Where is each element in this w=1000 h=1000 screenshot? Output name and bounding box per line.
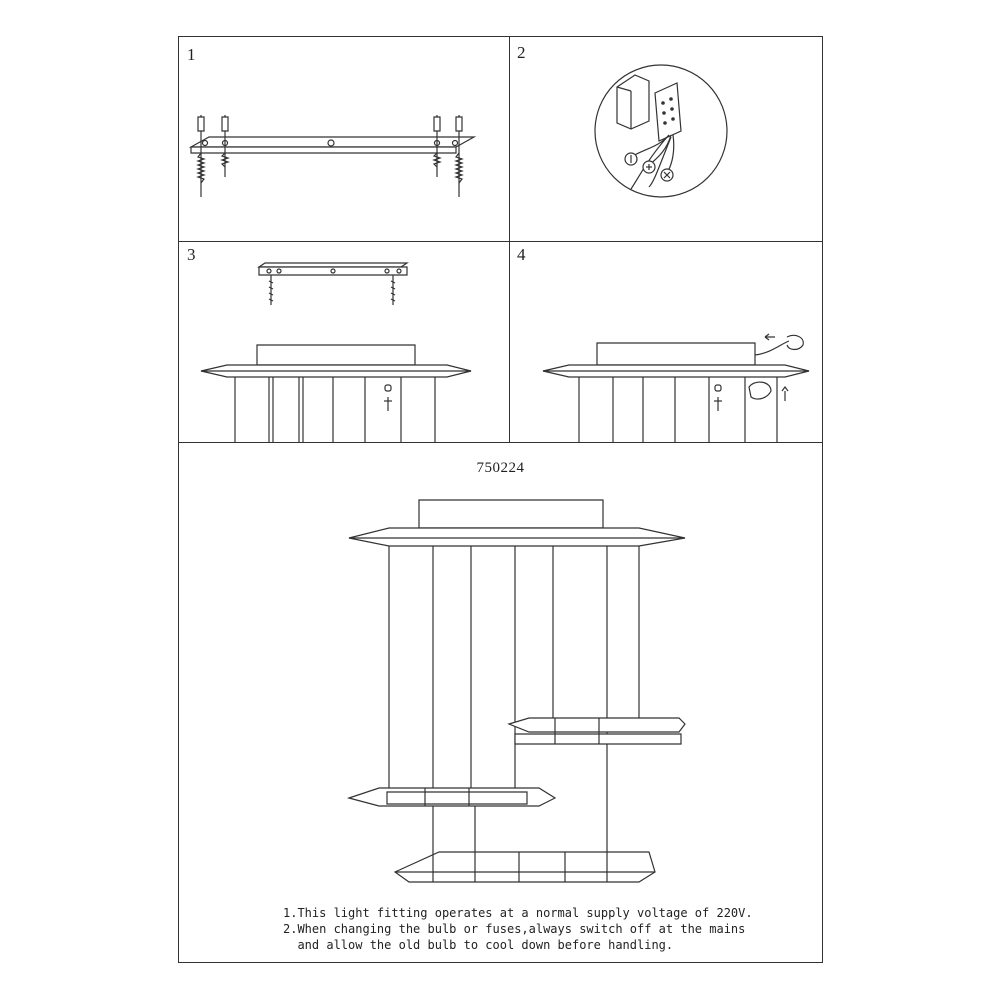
wiring-illustration bbox=[509, 37, 824, 241]
step3-illustration bbox=[179, 241, 509, 442]
model-number: 750224 bbox=[476, 460, 525, 476]
chandelier-illustration bbox=[179, 442, 824, 902]
screw-icon bbox=[198, 115, 208, 197]
note-line-1: 1.This light fitting operates at a normal supply voltage of 220V. bbox=[283, 906, 753, 920]
note-line-2: 2.When changing the bulb or fuses,always switch off at the mains bbox=[283, 922, 746, 936]
step-number-2: 2 bbox=[517, 43, 526, 62]
step-number-1: 1 bbox=[187, 45, 196, 64]
step-number-3: 3 bbox=[187, 245, 196, 264]
bracket-illustration bbox=[179, 37, 509, 241]
note-line-3: and allow the old bulb to cool down before handling. bbox=[283, 938, 674, 952]
step-number-4: 4 bbox=[517, 245, 526, 264]
instruction-sheet bbox=[178, 36, 823, 963]
step4-illustration bbox=[509, 241, 824, 442]
safety-notes bbox=[283, 905, 753, 953]
